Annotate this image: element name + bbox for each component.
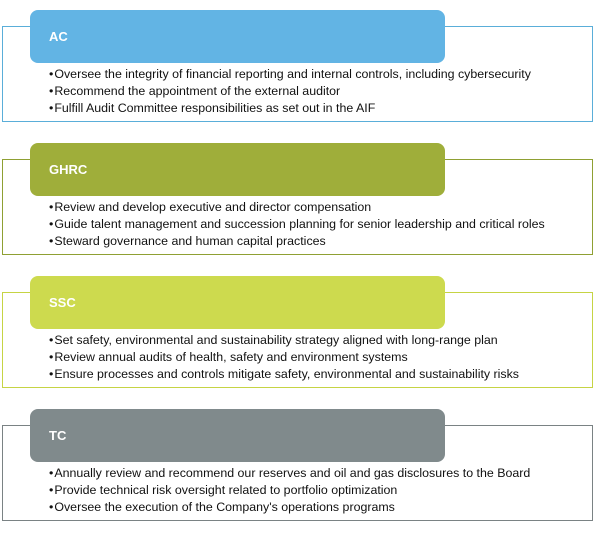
section-ghrc xyxy=(0,133,603,263)
section-header xyxy=(30,10,445,63)
section-tc xyxy=(0,399,603,529)
bullet-item: • Review annual audits of health, safety and environment systems xyxy=(49,349,519,366)
section-title: GHRC xyxy=(49,162,88,177)
bullet-item: • Provide technical risk oversight related to portfolio optimization xyxy=(49,482,530,499)
bullet-item: • Fulfill Audit Committee responsibilities as set out in the AIF xyxy=(49,100,531,117)
bullet-item: • Oversee the integrity of financial reporting and internal controls, including cybersecurity xyxy=(49,66,531,83)
section-header xyxy=(30,143,445,196)
bullet-item: • Oversee the execution of the Company's operations programs xyxy=(49,499,530,516)
section-ac xyxy=(0,0,603,130)
section-title: SSC xyxy=(49,295,76,310)
bullet-item: • Ensure processes and controls mitigate safety, environmental and sustainability risks xyxy=(49,366,519,383)
section-title: AC xyxy=(49,29,68,44)
bullet-list xyxy=(49,465,530,516)
section-header xyxy=(30,276,445,329)
section-title: TC xyxy=(49,428,67,443)
bullet-list xyxy=(49,66,531,117)
bullet-item: • Guide talent management and succession planning for senior leadership and critical roles xyxy=(49,216,545,233)
bullet-item: • Annually review and recommend our reserves and oil and gas disclosures to the Board xyxy=(49,465,530,482)
bullet-item: • Set safety, environmental and sustainability strategy aligned with long-range plan xyxy=(49,332,519,349)
bullet-item: • Recommend the appointment of the external auditor xyxy=(49,83,531,100)
bullet-list xyxy=(49,332,519,383)
section-ssc xyxy=(0,266,603,396)
bullet-item: • Review and develop executive and director compensation xyxy=(49,199,545,216)
section-header xyxy=(30,409,445,462)
bullet-list xyxy=(49,199,545,250)
bullet-item: • Steward governance and human capital practices xyxy=(49,233,545,250)
